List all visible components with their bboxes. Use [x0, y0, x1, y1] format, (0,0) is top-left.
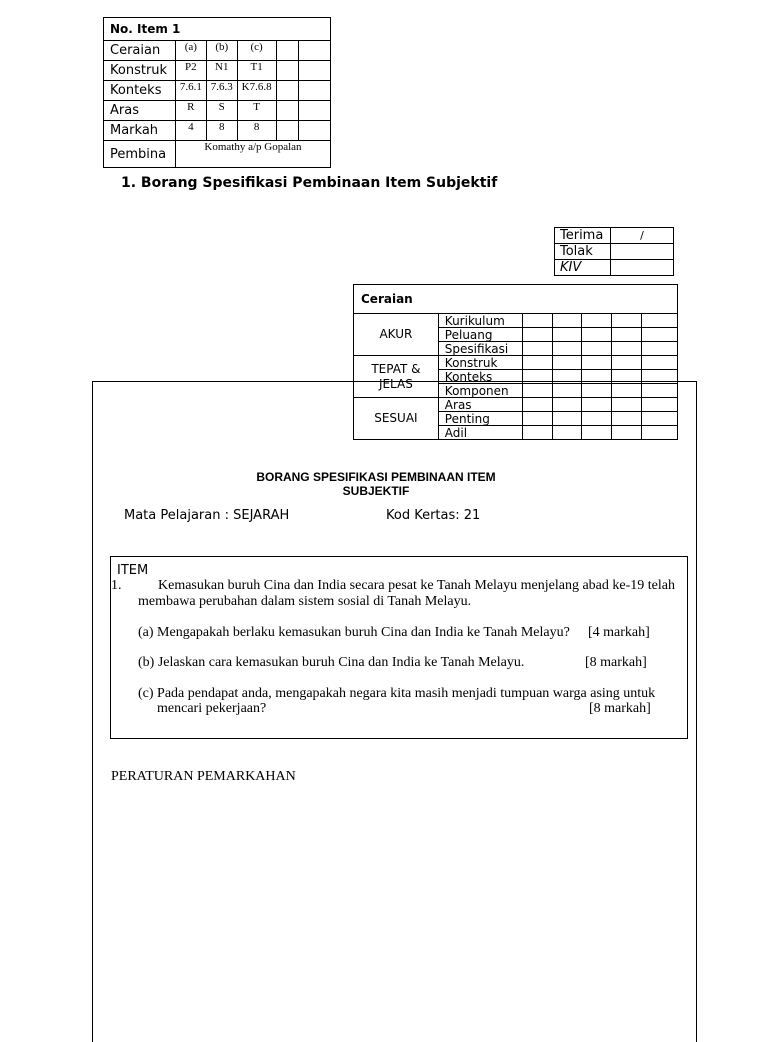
ceraian-check-cell[interactable]: [582, 314, 612, 328]
ceraian-check-cell[interactable]: [642, 356, 678, 370]
item-cell: 8: [206, 121, 237, 141]
question-part-a: (a) Mengapakah berlaku kemasukan buruh Cina dan India ke Tanah Melayu?: [138, 625, 570, 640]
ceraian-title: Ceraian: [354, 285, 678, 314]
item-cell: P2: [175, 61, 206, 81]
ceraian-check-cell[interactable]: [612, 356, 642, 370]
ceraian-check-cell[interactable]: [522, 328, 552, 342]
item-row-label: Konstruk: [104, 61, 176, 81]
reject-mark[interactable]: [610, 244, 673, 260]
item-cell: [299, 61, 331, 81]
part-a-marks: [4 markah]: [588, 625, 650, 640]
ceraian-check-cell[interactable]: [522, 314, 552, 328]
ceraian-group-label: SESUAI: [354, 398, 439, 440]
item-row-label: Konteks: [104, 81, 176, 101]
item-info-table: [103, 17, 331, 168]
item-cell: T1: [237, 61, 276, 81]
ceraian-row: [354, 314, 678, 328]
ceraian-check-cell[interactable]: [582, 342, 612, 356]
ceraian-check-cell[interactable]: [552, 314, 582, 328]
item-cell: R: [175, 101, 206, 121]
item-cell: 8: [237, 121, 276, 141]
accept-label: Terima: [555, 228, 611, 244]
part-c-marks: [8 markah]: [589, 701, 651, 716]
subject-line: Mata Pelajaran : SEJARAH: [124, 508, 290, 523]
item-cell: (b): [206, 41, 237, 61]
item-cell: K7.6.8: [237, 81, 276, 101]
reject-label: Tolak: [555, 244, 611, 260]
ceraian-criterion: Kurikulum: [438, 314, 522, 328]
ceraian-criterion: Aras: [438, 398, 522, 412]
item-table-row: [104, 101, 331, 121]
ceraian-check-cell[interactable]: [612, 314, 642, 328]
item-table-row: [104, 61, 331, 81]
ceraian-check-cell[interactable]: [552, 328, 582, 342]
accept-mark[interactable]: /: [610, 228, 673, 244]
ceraian-check-cell[interactable]: [642, 328, 678, 342]
part-b-marks: [8 markah]: [585, 655, 647, 670]
ceraian-row: [354, 356, 678, 370]
item-cell: 7.6.1: [175, 81, 206, 101]
item-label: ITEM: [117, 563, 149, 578]
question-part-c-line-1: (c) Pada pendapat anda, mengapakah negara kita masih menjadi tumpuan warga asing untuk: [138, 686, 656, 701]
item-cell: S: [206, 101, 237, 121]
item-cell: [276, 101, 299, 121]
question-intro-line-1: Kemasukan buruh Cina dan India secara pesat ke Tanah Melayu menjelang abad ke-19 telah: [158, 578, 675, 593]
question-part-b: (b) Jelaskan cara kemasukan buruh Cina dan India ke Tanah Melayu.: [138, 655, 525, 670]
item-cell: [299, 41, 331, 61]
question-part-c-line-2: mencari pekerjaan?: [157, 701, 267, 716]
item-table-row: [104, 41, 331, 61]
item-table-row: [104, 121, 331, 141]
item-cell: [299, 101, 331, 121]
item-cell: 7.6.3: [206, 81, 237, 101]
document-title: BORANG SPESIFIKASI PEMBINAAN ITEM SUBJEKTIF: [256, 470, 496, 498]
ceraian-check-cell[interactable]: [522, 342, 552, 356]
ceraian-group-label: AKUR: [354, 314, 439, 356]
form-heading: 1. Borang Spesifikasi Pembinaan Item Subjektif: [121, 175, 498, 191]
item-table-row: [104, 81, 331, 101]
item-cell: T: [237, 101, 276, 121]
item-cell: 4: [175, 121, 206, 141]
item-cell: N1: [206, 61, 237, 81]
item-row-label: Ceraian: [104, 41, 176, 61]
ceraian-criterion: Spesifikasi: [438, 342, 522, 356]
ceraian-check-cell[interactable]: [582, 328, 612, 342]
item-cell: (a): [175, 41, 206, 61]
ceraian-criterion: Komponen: [438, 384, 522, 398]
item-number-title: No. Item 1: [104, 18, 331, 41]
question-intro-line-2: membawa perubahan dalam sistem sosial di Tanah Melayu.: [138, 594, 472, 609]
ceraian-group-label: TEPAT & JELAS: [354, 356, 439, 398]
ceraian-check-cell[interactable]: [642, 314, 678, 328]
builder-label: Pembina: [104, 141, 176, 168]
question-number: 1.: [111, 578, 122, 593]
status-table: [554, 227, 674, 276]
builder-row: [104, 141, 331, 168]
item-cell: [299, 81, 331, 101]
kiv-label: KIV: [555, 260, 611, 276]
item-row-label: Aras: [104, 101, 176, 121]
item-cell: [276, 121, 299, 141]
ceraian-check-cell[interactable]: [582, 356, 612, 370]
ceraian-criterion: Penting: [438, 412, 522, 426]
builder-name: Komathy a/p Gopalan: [175, 141, 330, 168]
item-row-label: Markah: [104, 121, 176, 141]
ceraian-criterion: Konstruk: [438, 356, 522, 370]
item-cell: (c): [237, 41, 276, 61]
ceraian-check-cell[interactable]: [642, 342, 678, 356]
ceraian-check-cell[interactable]: [612, 342, 642, 356]
ceraian-criterion: Peluang: [438, 328, 522, 342]
ceraian-check-cell[interactable]: [522, 356, 552, 370]
ceraian-check-cell[interactable]: [552, 342, 582, 356]
item-cell: [299, 121, 331, 141]
ceraian-check-cell[interactable]: [612, 328, 642, 342]
paper-code: Kod Kertas: 21: [386, 508, 481, 523]
item-cell: [276, 81, 299, 101]
ceraian-criterion: Adil: [438, 426, 522, 440]
ceraian-criterion: Konteks: [438, 370, 522, 384]
kiv-mark[interactable]: [610, 260, 673, 276]
marking-scheme-heading: PERATURAN PEMARKAHAN: [111, 769, 296, 784]
ceraian-check-cell[interactable]: [552, 356, 582, 370]
item-cell: [276, 41, 299, 61]
item-cell: [276, 61, 299, 81]
